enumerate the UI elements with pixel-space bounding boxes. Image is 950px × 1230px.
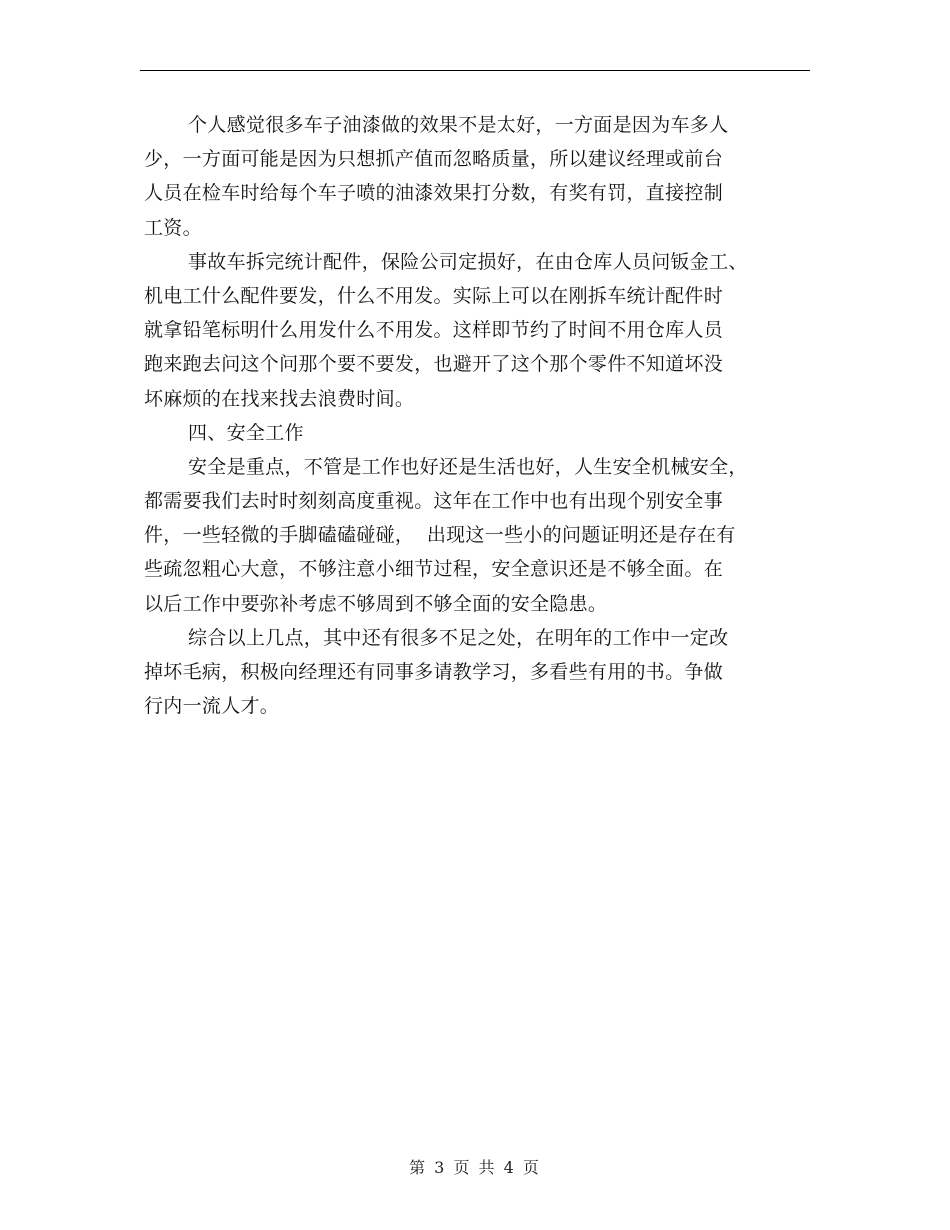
paragraph-line: 都需要我们去时时刻刻高度重视。这年在工作中也有出现个别安全事 [144,490,724,513]
paragraph-line: 个人感觉很多车子油漆做的效果不是太好，一方面是因为车多人 [188,114,729,136]
section-heading: 四、安全工作 [188,421,304,444]
paragraph-line: 少，一方面可能是因为只想抓产值而忽略质量，所以建议经理或前台 [144,148,724,171]
paragraph-line: 工资。 [144,216,202,239]
header-rule [140,70,810,71]
paragraph-line: 坏麻烦的在找来找去浪费时间。 [144,387,415,410]
paragraph-line: 事故车拆完统计配件，保险公司定损好，在由仓库人员问钣金工、 [188,250,748,273]
paragraph-line: 机电工什么配件要发，什么不用发。实际上可以在刚拆车统计配件时 [144,284,724,307]
paragraph-line: 安全是重点，不管是工作也好还是生活也好，人生安全机械安全， [188,455,748,478]
paragraph-line: 些疏忽粗心大意，不够注意小细节过程，安全意识还是不够全面。在 [144,558,724,581]
paragraph-line: 以后工作中要弥补考虑不够周到不够全面的安全隐患。 [144,592,608,615]
paragraph-line: 人员在检车时给每个车子喷的油漆效果打分数，有奖有罚，直接控制 [144,182,724,205]
paragraph-line: 就拿铅笔标明什么用发什么不用发。这样即节约了时间不用仓库人员 [144,319,724,342]
paragraph-line: 件，一些轻微的手脚磕磕碰碰， 出现这一些小的问题证明还是存在有 [144,524,736,547]
document-body [144,108,812,723]
page-number-footer: 第 3 页 共 4 页 [409,1158,541,1177]
paragraph-line: 掉坏毛病，积极向经理还有同事多请教学习，多看些有用的书。争做 [144,661,724,683]
paragraph-line: 综合以上几点，其中还有很多不足之处，在明年的工作中一定改 [188,626,729,649]
paragraph-line: 行内一流人才。 [144,695,280,718]
paragraph-line: 跑来跑去问这个问那个要不要发，也避开了这个那个零件不知道坏没 [144,353,724,376]
